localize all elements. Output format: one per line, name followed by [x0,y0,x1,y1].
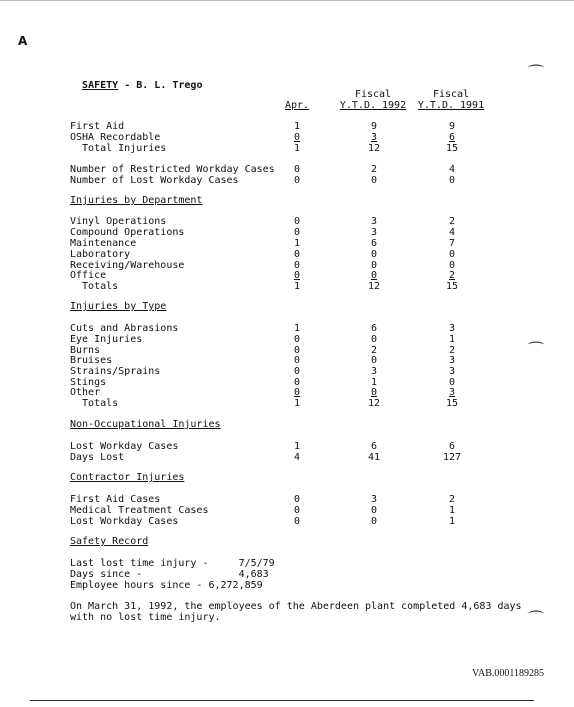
col-ytd91-header-top: Fiscal [432,89,470,100]
table-row: Receiving/Warehouse 0 0 0 [70,260,456,271]
section-heading-safety-record: Safety Record [70,536,149,547]
table-row: Number of Lost Workday Cases 0 0 0 [70,175,456,186]
table-row: Cuts and Abrasions 1 6 3 [70,323,456,334]
table-row: Medical Treatment Cases 0 0 1 [70,505,456,516]
table-row: Compound Operations 0 3 4 [70,227,456,238]
table-row: Vinyl Operations 0 3 2 [70,216,456,227]
page-title [70,68,202,92]
table-row: Stings 0 1 0 [70,377,456,388]
table-row: Office 0 0 2 [70,270,456,281]
table-row: Total Injuries 1 12 15 [70,143,459,154]
col-ytd92-header-bottom: Y.T.D. 1992 [339,100,407,111]
col-ytd92-header-top: Fiscal [354,89,392,100]
section-heading-department: Injuries by Department [70,195,203,206]
col-apr-header: Apr. [284,100,310,111]
corner-mark: A [18,34,28,48]
table-row: Lost Workday Cases 0 0 1 [70,516,456,527]
table-row: Days Lost 4 41 127 [70,452,462,463]
title-author: - B. L. Trego [118,80,203,91]
table-row: First Aid 1 9 9 [70,121,456,132]
section-heading-type: Injuries by Type [70,301,167,312]
top-edge-line [0,0,574,1]
table-row: Lost Workday Cases 1 6 6 [70,441,456,452]
safety-record-line: Employee hours since - 6,272,859 [70,580,263,591]
document-id: VAB.0001189285 [472,668,544,679]
table-row: Other 0 0 3 [70,387,456,398]
title-safety: SAFETY [82,80,119,91]
table-row: Maintenance 1 6 7 [70,238,456,249]
section-heading-contractor: Contractor Injuries [70,472,185,483]
margin-mark-2: ⌒ [528,340,545,359]
safety-record-line: Last lost time injury - 7/5/79 [70,558,275,569]
table-row: Burns 0 2 2 [70,345,456,356]
table-row: Number of Restricted Workday Cases 0 2 4 [70,164,456,175]
table-row: Laboratory 0 0 0 [70,249,456,260]
safety-record-line: Days since - 4,683 [70,569,269,580]
table-row: Totals 1 12 15 [70,398,459,409]
col-ytd91-header-bottom: Y.T.D. 1991 [417,100,485,111]
table-row: Strains/Sprains 0 3 3 [70,366,456,377]
table-row: Eye Injuries 0 0 1 [70,334,456,345]
table-row: Totals 1 12 15 [70,281,459,292]
closing-line-1: On March 31, 1992, the employees of the Aberdeen plant completed 4,683 days [70,601,522,612]
table-row: OSHA Recordable 0 3 6 [70,132,456,143]
bottom-edge-line [30,700,534,701]
section-heading-non-occupational: Non-Occupational Injuries [70,419,221,430]
table-row: Bruises 0 0 3 [70,355,456,366]
margin-mark-1: ⌒ [528,63,545,82]
closing-line-2: with no lost time injury. [70,612,221,623]
table-row: First Aid Cases 0 3 2 [70,494,456,505]
margin-mark-3: ⌒ [528,609,545,628]
